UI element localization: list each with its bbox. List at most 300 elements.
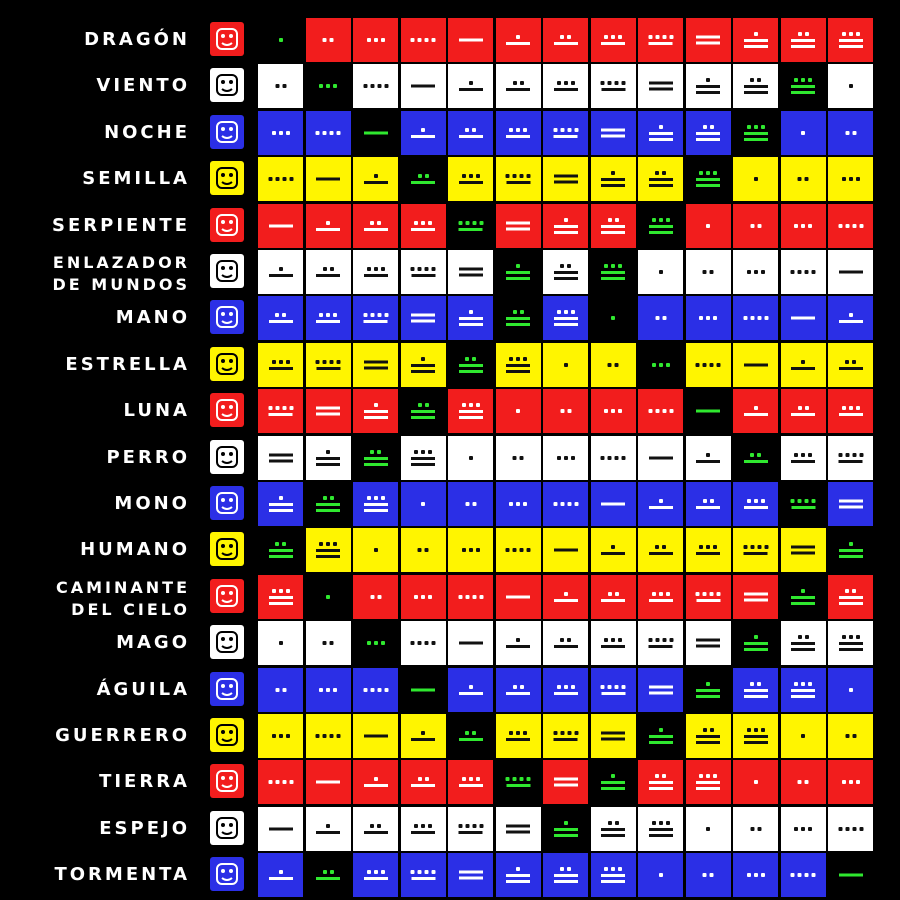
kin-cell <box>686 343 731 387</box>
kin-cell <box>258 528 303 572</box>
tone-mark <box>747 873 765 877</box>
tone-mark <box>838 224 863 228</box>
kin-cell <box>258 853 303 897</box>
kin-cell <box>591 204 636 248</box>
moon-glyph-icon <box>210 393 244 427</box>
kin-cell <box>306 621 351 665</box>
tone-mark <box>269 870 293 880</box>
tone-mark <box>458 824 483 834</box>
kin-cell <box>258 111 303 155</box>
kin-cell <box>686 668 731 712</box>
kin-cell <box>258 482 303 526</box>
kin-cell <box>828 204 873 248</box>
kin-cell <box>496 621 541 665</box>
tone-mark <box>506 867 530 883</box>
tone-mark <box>648 409 673 413</box>
kin-cell <box>638 621 683 665</box>
dragon-glyph-icon <box>210 22 244 56</box>
seal-label <box>0 122 190 144</box>
kin-cell <box>401 250 446 294</box>
seal-label-line: ÁGUILA <box>96 678 190 700</box>
tone-mark <box>838 827 863 831</box>
seal-label-line: LUNA <box>123 400 190 422</box>
tone-mark <box>268 780 293 784</box>
tone-mark <box>696 125 720 141</box>
tone-mark <box>553 128 578 138</box>
kin-cell <box>781 436 826 480</box>
kin-cell <box>828 296 873 340</box>
kin-cell <box>448 18 493 62</box>
kin-cell <box>781 204 826 248</box>
tone-mark <box>801 734 805 738</box>
kin-cell <box>543 482 588 526</box>
kin-cell <box>306 250 351 294</box>
kin-cell <box>448 296 493 340</box>
tone-mark <box>696 499 720 509</box>
kin-cell <box>306 389 351 433</box>
kin-cell <box>306 807 351 851</box>
tone-mark <box>554 685 578 695</box>
tone-mark <box>744 363 768 366</box>
tone-mark <box>604 409 622 413</box>
tone-mark <box>649 821 673 837</box>
kin-cell <box>733 343 778 387</box>
tone-mark <box>557 456 575 460</box>
tone-mark <box>744 406 768 416</box>
tone-mark <box>845 734 856 738</box>
tone-mark <box>794 224 812 228</box>
tone-mark <box>421 502 425 506</box>
kin-cell <box>496 204 541 248</box>
tone-mark <box>459 268 483 277</box>
tone-mark <box>696 171 720 187</box>
seal-label <box>0 29 190 51</box>
kin-cell <box>543 807 588 851</box>
tone-mark <box>791 682 815 698</box>
tone-mark <box>696 78 720 94</box>
tone-mark <box>554 778 578 787</box>
kin-cell <box>448 575 493 619</box>
tone-mark <box>411 731 435 741</box>
tone-mark <box>744 78 768 94</box>
tone-mark <box>791 406 815 416</box>
tone-mark <box>269 360 293 370</box>
kin-cell <box>591 807 636 851</box>
kin-cell <box>638 18 683 62</box>
tone-mark <box>601 638 625 648</box>
tone-mark <box>696 774 720 790</box>
tone-mark <box>364 824 388 834</box>
kin-cell <box>448 714 493 758</box>
tone-mark <box>367 641 385 645</box>
tone-mark <box>743 316 768 320</box>
seal-label <box>0 632 190 654</box>
kin-cell <box>828 668 873 712</box>
kin-cell <box>353 621 398 665</box>
seal-label <box>0 447 190 469</box>
seal-label <box>0 252 190 296</box>
tone-mark <box>649 728 673 744</box>
kin-cell <box>733 18 778 62</box>
tone-mark <box>269 496 293 512</box>
kin-cell <box>828 621 873 665</box>
tone-mark <box>839 271 863 274</box>
tone-mark <box>554 310 578 326</box>
tone-mark <box>791 453 815 463</box>
kin-cell <box>258 714 303 758</box>
kin-cell <box>781 250 826 294</box>
kin-cell <box>591 111 636 155</box>
tone-mark <box>367 38 385 42</box>
tone-mark <box>744 32 768 48</box>
kin-cell <box>496 157 541 201</box>
tone-mark <box>506 221 530 230</box>
tone-mark <box>506 824 530 833</box>
seal-label-line: TORMENTA <box>54 864 190 886</box>
seal-label-line: ESTRELLA <box>65 353 190 375</box>
seal-label-line: DRAGÓN <box>84 29 190 50</box>
tone-mark <box>363 84 388 88</box>
tone-mark <box>316 313 340 323</box>
kin-cell <box>448 482 493 526</box>
tone-mark <box>649 499 673 509</box>
kin-cell <box>733 807 778 851</box>
seal-label-line: DE MUNDOS <box>52 275 190 294</box>
tone-mark <box>323 641 334 645</box>
kin-cell <box>258 807 303 851</box>
kin-cell <box>496 528 541 572</box>
kin-cell <box>543 621 588 665</box>
tone-mark <box>849 84 853 88</box>
kin-cell <box>448 436 493 480</box>
tone-mark <box>316 221 340 231</box>
tone-mark <box>411 870 436 880</box>
tone-mark <box>652 363 670 367</box>
tone-mark <box>649 82 673 91</box>
kin-cell <box>401 436 446 480</box>
tone-mark <box>459 403 483 419</box>
tone-mark <box>754 780 758 784</box>
kin-cell <box>828 575 873 619</box>
tone-mark <box>842 780 860 784</box>
kin-cell <box>353 343 398 387</box>
tone-mark <box>791 32 815 48</box>
kin-cell <box>781 389 826 433</box>
kin-cell <box>306 157 351 201</box>
kin-cell <box>353 482 398 526</box>
kin-cell <box>353 575 398 619</box>
kin-cell <box>638 760 683 804</box>
tone-mark <box>516 409 520 413</box>
tone-mark <box>459 81 483 91</box>
kin-cell <box>496 64 541 108</box>
tone-mark <box>316 131 341 135</box>
kin-cell <box>306 436 351 480</box>
tone-mark <box>459 310 483 326</box>
skywalker-glyph-icon <box>210 579 244 613</box>
kin-cell <box>591 296 636 340</box>
kin-cell <box>306 296 351 340</box>
kin-cell <box>306 204 351 248</box>
kin-cell <box>638 343 683 387</box>
kin-cell <box>686 621 731 665</box>
kin-cell <box>828 343 873 387</box>
kin-cell <box>733 528 778 572</box>
kin-cell <box>353 436 398 480</box>
kin-cell <box>496 436 541 480</box>
kin-cell <box>306 18 351 62</box>
tone-mark <box>849 688 853 692</box>
kin-cell <box>306 64 351 108</box>
tone-mark <box>459 357 483 373</box>
tone-mark <box>601 171 625 187</box>
tone-mark <box>601 81 626 91</box>
kin-cell <box>591 157 636 201</box>
kin-cell <box>828 528 873 572</box>
dog-glyph-icon <box>210 440 244 474</box>
kin-cell <box>686 296 731 340</box>
tone-mark <box>839 542 863 558</box>
kin-cell <box>733 760 778 804</box>
seal-label <box>0 215 190 237</box>
kin-cell <box>686 436 731 480</box>
tone-mark <box>316 542 340 558</box>
kin-cell <box>401 807 446 851</box>
kin-cell <box>401 296 446 340</box>
tone-mark <box>323 38 334 42</box>
seal-label <box>0 307 190 329</box>
tone-mark <box>411 403 435 419</box>
kin-cell <box>781 482 826 526</box>
tone-mark <box>839 635 863 651</box>
kin-cell <box>781 18 826 62</box>
mirror-glyph-icon <box>210 811 244 845</box>
tone-mark <box>696 592 721 602</box>
tone-mark <box>316 734 341 738</box>
tone-mark <box>744 592 768 601</box>
kin-cell <box>353 714 398 758</box>
kin-cell <box>638 668 683 712</box>
kin-cell <box>543 853 588 897</box>
kin-cell <box>638 64 683 108</box>
tone-mark <box>364 174 388 184</box>
tone-mark <box>363 313 388 323</box>
tone-mark <box>316 407 340 416</box>
wind-glyph-icon <box>210 68 244 102</box>
kin-cell <box>401 204 446 248</box>
kin-cell <box>401 157 446 201</box>
tone-mark <box>611 316 615 320</box>
tone-mark <box>269 827 293 830</box>
kin-cell <box>401 621 446 665</box>
kin-cell <box>828 807 873 851</box>
tone-mark <box>414 595 432 599</box>
tone-mark <box>411 824 435 834</box>
tone-mark <box>316 360 341 370</box>
kin-cell <box>496 807 541 851</box>
kin-cell <box>496 668 541 712</box>
tone-mark <box>744 125 768 141</box>
tone-mark <box>750 224 761 228</box>
kin-cell <box>828 250 873 294</box>
kin-cell <box>306 714 351 758</box>
tone-mark <box>791 78 815 94</box>
tone-mark <box>269 267 293 277</box>
kin-cell <box>258 18 303 62</box>
tone-mark <box>506 548 531 552</box>
tone-mark <box>509 502 527 506</box>
kin-cell <box>401 853 446 897</box>
tone-mark <box>601 128 625 137</box>
warrior-glyph-icon <box>210 718 244 752</box>
kin-cell <box>448 204 493 248</box>
tone-mark <box>791 317 815 320</box>
tone-mark <box>269 313 293 323</box>
tone-mark <box>801 131 805 135</box>
kin-cell <box>258 760 303 804</box>
tone-mark <box>601 592 625 602</box>
tone-mark <box>798 177 809 181</box>
seal-label <box>0 75 190 97</box>
tone-mark <box>747 270 765 274</box>
tone-mark <box>601 685 626 695</box>
kin-cell <box>353 64 398 108</box>
tone-mark <box>411 128 435 138</box>
seal-label-line: GUERRERO <box>55 725 190 746</box>
kin-cell <box>733 250 778 294</box>
tone-mark <box>696 453 720 463</box>
tone-mark <box>706 224 710 228</box>
tone-mark <box>703 873 714 877</box>
eagle-glyph-icon <box>210 672 244 706</box>
kin-cell <box>401 528 446 572</box>
tone-mark <box>750 827 761 831</box>
tone-mark <box>506 35 530 45</box>
tone-mark <box>269 542 293 558</box>
kin-cell <box>638 111 683 155</box>
seal-label-line: CAMINANTE <box>55 577 190 597</box>
kin-cell <box>496 111 541 155</box>
tone-mark <box>649 456 673 459</box>
kin-cell <box>638 714 683 758</box>
kin-cell <box>448 760 493 804</box>
tone-mark <box>791 635 815 651</box>
kin-cell <box>401 714 446 758</box>
kin-cell <box>543 668 588 712</box>
tone-mark <box>469 456 473 460</box>
kin-cell <box>733 668 778 712</box>
tone-mark <box>659 873 663 877</box>
tone-mark <box>326 595 330 599</box>
kin-cell <box>781 760 826 804</box>
kin-cell <box>781 111 826 155</box>
tone-mark <box>316 824 340 834</box>
tone-mark <box>554 821 578 837</box>
kin-cell <box>258 204 303 248</box>
tone-mark <box>601 821 625 837</box>
tone-mark <box>838 453 863 463</box>
kin-cell <box>543 575 588 619</box>
kin-cell <box>496 760 541 804</box>
kin-cell <box>686 482 731 526</box>
tone-mark <box>839 589 863 605</box>
kin-cell <box>448 668 493 712</box>
tone-mark <box>791 360 815 370</box>
kin-cell <box>543 204 588 248</box>
kin-cell <box>543 389 588 433</box>
tone-mark <box>364 777 388 787</box>
kin-cell <box>686 714 731 758</box>
tone-mark <box>268 406 293 416</box>
tone-mark <box>269 589 293 605</box>
tone-mark <box>601 867 625 883</box>
kin-cell <box>258 621 303 665</box>
tone-mark <box>411 85 435 88</box>
earth-glyph-icon <box>210 764 244 798</box>
kin-cell <box>448 528 493 572</box>
tone-mark <box>279 38 283 42</box>
star-glyph-icon <box>210 347 244 381</box>
tone-mark <box>554 638 578 648</box>
tone-mark <box>316 496 340 512</box>
kin-cell <box>306 853 351 897</box>
seal-label-line: HUMANO <box>80 539 190 561</box>
kin-cell <box>686 204 731 248</box>
kin-cell <box>591 482 636 526</box>
tone-mark <box>506 595 530 598</box>
kin-cell <box>591 436 636 480</box>
kin-cell <box>496 482 541 526</box>
seal-label-line: PERRO <box>106 446 190 468</box>
tone-mark <box>316 178 340 181</box>
seal-label-line: MANO <box>115 307 190 329</box>
tone-mark <box>839 874 863 877</box>
kin-cell <box>828 157 873 201</box>
tone-mark <box>744 453 768 463</box>
tone-mark <box>364 496 388 512</box>
kin-cell <box>733 204 778 248</box>
tone-mark <box>655 316 666 320</box>
seal-label-line: SEMILLA <box>82 168 190 190</box>
tone-mark <box>458 595 483 599</box>
tone-mark <box>649 545 673 555</box>
kin-cell <box>828 111 873 155</box>
kin-cell <box>638 204 683 248</box>
kin-cell <box>543 250 588 294</box>
kin-cell <box>401 111 446 155</box>
tone-mark <box>601 456 626 460</box>
kin-cell <box>638 482 683 526</box>
kin-cell <box>258 296 303 340</box>
seal-label <box>0 493 190 515</box>
tone-mark <box>411 38 436 42</box>
kin-cell <box>496 714 541 758</box>
tone-mark <box>554 592 578 602</box>
seal-label-line: ESPEJO <box>99 817 190 839</box>
tone-mark <box>459 642 483 645</box>
kin-cell <box>591 575 636 619</box>
tone-mark <box>275 84 286 88</box>
tone-mark <box>554 218 578 234</box>
tone-mark <box>364 403 388 419</box>
tone-mark <box>703 270 714 274</box>
seal-label <box>0 771 190 793</box>
tone-mark <box>649 171 673 187</box>
kin-cell <box>496 343 541 387</box>
kin-cell <box>401 389 446 433</box>
tone-mark <box>560 409 571 413</box>
tone-mark <box>696 728 720 744</box>
